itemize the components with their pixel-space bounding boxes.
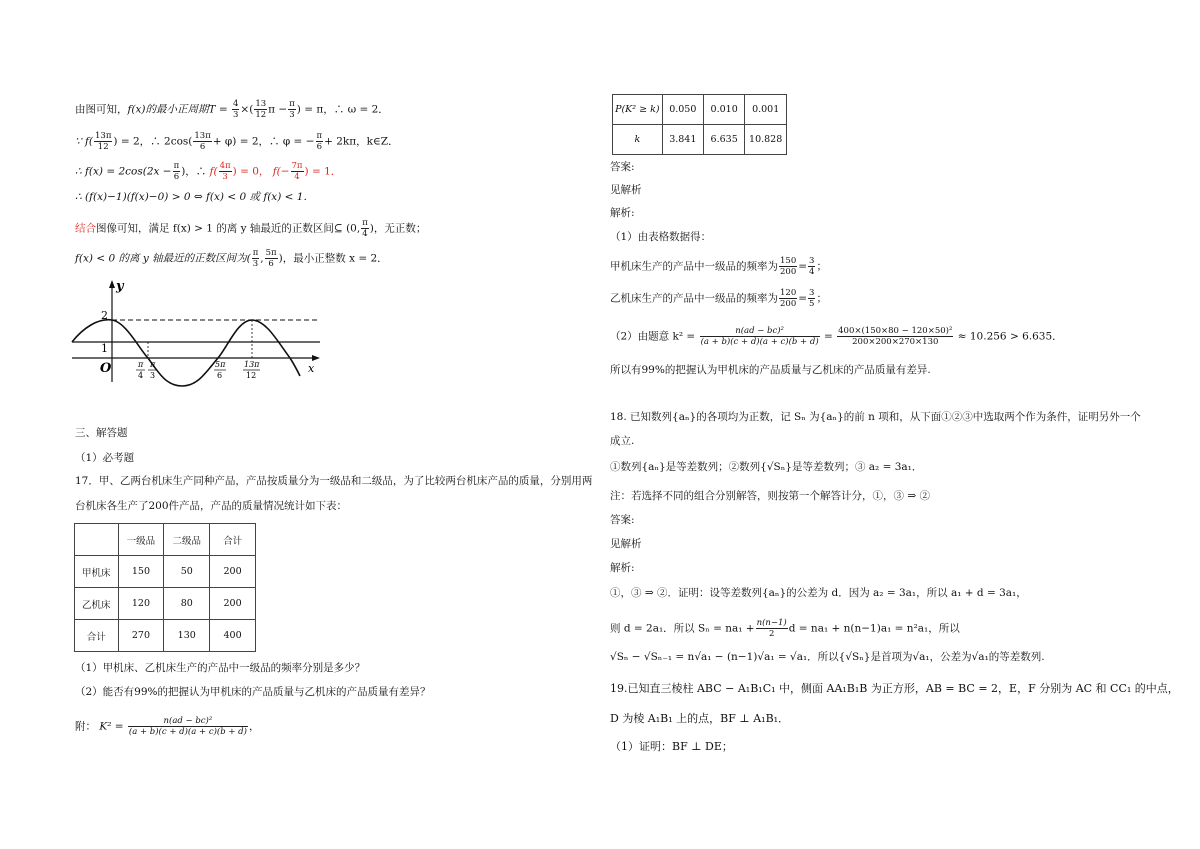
origin-label: O [100, 361, 112, 376]
subsection-heading: （1）必考题 [75, 452, 135, 464]
appendix-formula: 附： K² = $\frac{\text{n(ad − bc)²}}{(a + b)(c + d)(a + c)(b + d)}$ ， [75, 716, 260, 737]
phi-line: ∵ f( $\frac{13\pi}{12}$ ) = 2，∴ 2cos( $\frac{13\pi}{6}$ + φ) = 2，∴ φ = − $\frac{\pi}{6}$ + 2kπ，k∈Z． [75, 131, 399, 152]
q19-text-1: 19.已知直三棱柱 ABC − A₁B₁C₁ 中，侧面 AA₁B₁B 为正方形，AB = BC = 2，E，F 分别为 AC 和 CC₁ 的中点， [610, 682, 1179, 695]
x-axis-label: x [308, 362, 315, 375]
table-row: 合计 270 130 400 [75, 620, 256, 652]
q18-conditions: ①数列{aₙ}是等差数列；②数列{√Sₙ}是等差数列；③ a₂ = 3a₁． [610, 461, 923, 473]
conclusion-17: 所以有99%的把握认为甲机床的产品质量与乙机床的产品质量有差异. [610, 364, 931, 376]
table-row: P(K² ≥ k) 0.050 0.010 0.001 [613, 95, 787, 125]
tick-13pi-12-num: 13π [244, 360, 260, 369]
period-line: 由图可知，f(x)的最小正周期T = $\frac{4}{3}$ ×( $\frac{13}{12}$ π − $\frac{\pi}{3}$ ) = π，∴ ω = 2． [75, 99, 389, 120]
solution-step-1: （1）由表格数据得： [610, 231, 712, 243]
answer-text-2: 见解析 [610, 538, 642, 550]
proof-line-2: 则 d = 2a₁．所以 Sₙ = na₁ + $\frac{n(n-1)}{2}$ d = na₁ + n(n−1)a₁ = n²a₁，所以 [610, 618, 960, 639]
freq-jia-line: 甲机床生产的产品中一级品的频率为 $\frac{150}{200}$ = $\frac{3}{4}$ ； [610, 256, 827, 277]
y-axis-label: y [116, 279, 124, 294]
table-row: 甲机床 150 50 200 [75, 556, 256, 588]
q17-text-2: 台机床各生产了200件产品，产品的质量情况统计如下表： [75, 500, 348, 512]
interval-line-2: f(x) < 0 的离 y 轴最近的正数区间为( $\frac{\pi}{3}$ , $\frac{5\pi}{6}$ )，最小正整数 x = 2． [75, 248, 388, 269]
table-row: k 3.841 6.635 10.828 [613, 125, 787, 155]
q19-part-1: （1）证明：BF ⊥ DE； [610, 740, 733, 753]
proof-line-1: ①，③ ⇒ ②．证明：设等差数列{aₙ}的公差为 d．因为 a₂ = 3a₁，所以 a₁ + d = 3a₁， [610, 587, 1027, 599]
quality-table [74, 523, 256, 652]
cosine-graph [68, 276, 330, 388]
x-axis-arrow-icon [312, 355, 320, 361]
y-axis-arrow-icon [109, 280, 115, 288]
solution-label-2: 解析: [610, 562, 635, 574]
tick-5pi-6-num: 5π [215, 360, 226, 369]
q18-note: 注：若选择不同的组合分别解答，则按第一个解答计分，①，③ ⇒ ② [610, 490, 930, 502]
answer-label: 答案: [610, 161, 635, 173]
function-line: ∴ f(x) = 2cos(2x − $\frac{\pi}{6}$ )，∴ f( $\frac{4\pi}{3}$ ) = 0， f(− $\frac{7\pi}{4}$ ) = 1． [75, 161, 342, 182]
section-heading: 三、解答题 [75, 427, 128, 439]
interval-line-1: 结合图像可知，满足 f(x) > 1 的离 y 轴最近的正数区间⊆ (0, $\frac{\pi}{4}$ )，无正数； [75, 218, 427, 239]
answer-label-2: 答案: [610, 514, 635, 526]
tick-5pi-6-den: 6 [217, 371, 223, 380]
freq-yi-line: 乙机床生产的产品中一级品的频率为 $\frac{120}{200}$ = $\frac{3}{5}$ ； [610, 288, 827, 309]
answer-text: 见解析 [610, 184, 642, 196]
inequality-line: ∴ (f(x)−1)(f(x)−0) > 0 ⇔ f(x) < 0 或 f(x) < 1． [75, 191, 314, 203]
tick-pi-4-den: 4 [138, 371, 144, 380]
q18-text-1: 18. 已知数列{aₙ}的各项均为正数，记 Sₙ 为{aₙ}的前 n 项和，从下面①②③中选取两个作为条件，证明另外一个 [610, 411, 1141, 423]
solution-label: 解析: [610, 207, 635, 219]
q17-part-2: （2）能否有99%的把握认为甲机床的产品质量与乙机床的产品质量有差异？ [75, 686, 431, 698]
q19-text-2: D 为棱 A₁B₁ 上的点，BF ⊥ A₁B₁． [610, 712, 790, 725]
k-squared-line: （2）由题意 k² = $\frac{\text{n(ad − bc)²}}{(a + b)(c + d)(a + c)(b + d)}$ = $\frac{\text{400×(150×80 − 120×50)²}}{200\times 200\times 270\times 130}$ ≈ 10.256 > 6.635． [610, 326, 1063, 347]
right-column [600, 0, 1200, 849]
tick-13pi-12-den: 12 [246, 371, 257, 380]
q18-text-2: 成立. [610, 435, 635, 447]
tick-pi-4-num: π [138, 360, 144, 369]
q17-text-1: 17．甲、乙两台机床生产同种产品，产品按质量分为一级品和二级品，为了比较两台机床产品的质量，分别用两 [75, 475, 593, 487]
table-row: 乙机床 120 80 200 [75, 588, 256, 620]
y-tick-1: 1 [101, 342, 108, 355]
table-row: 一级品 二级品 合计 [75, 524, 256, 556]
q17-part-1: （1）甲机床、乙机床生产的产品中一级品的频率分别是多少？ [75, 662, 366, 674]
tick-pi-3-num: π [150, 360, 156, 369]
k-critical-table [612, 94, 787, 155]
tick-pi-3-den: 3 [150, 371, 156, 380]
y-tick-2: 2 [101, 309, 108, 322]
proof-line-3: √Sₙ − √Sₙ₋₁ = n√a₁ − (n−1)√a₁ = √a₁．所以{√Sₙ}是首项为√a₁，公差为√a₁的等差数列. [610, 651, 1045, 663]
